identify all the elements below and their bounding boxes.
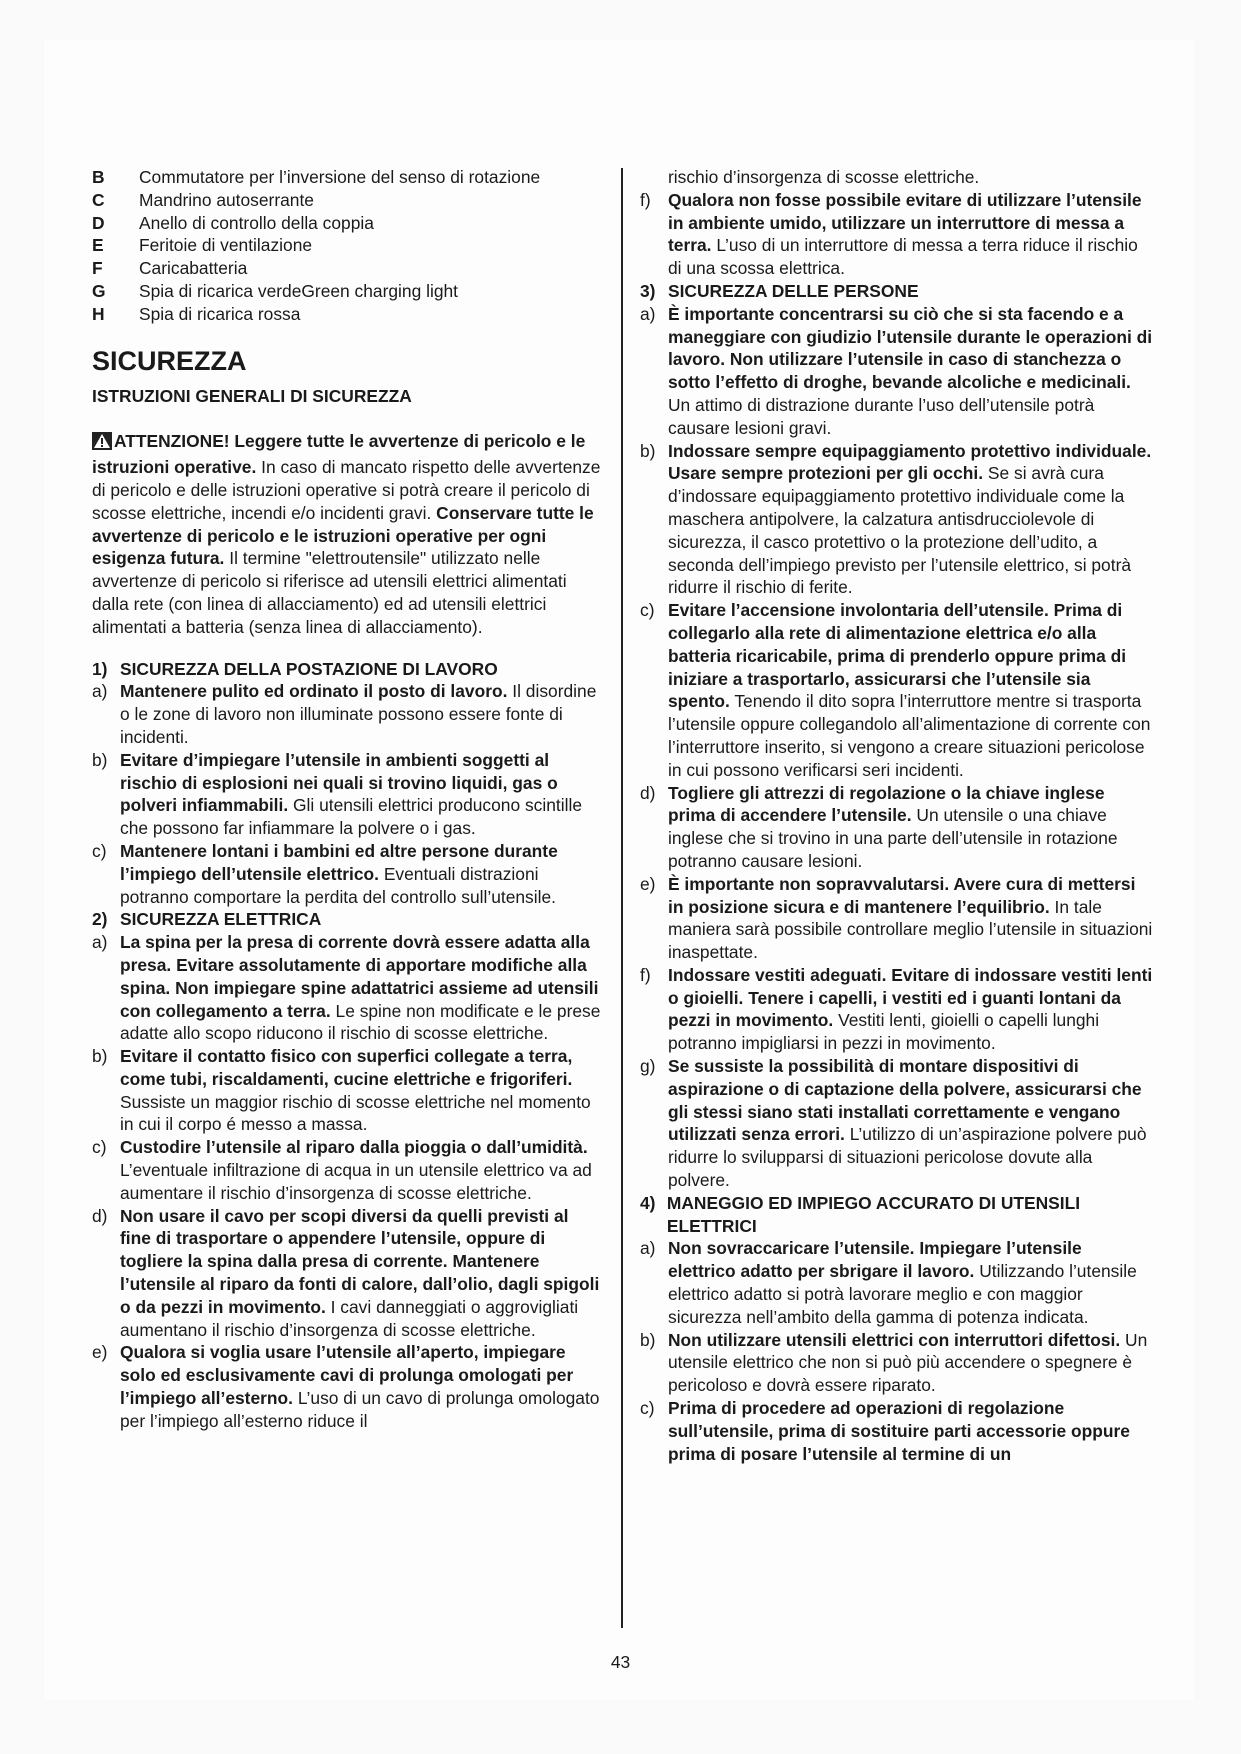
section-number: 2) bbox=[92, 909, 108, 930]
item-body: Utilizzando l’utensile elettrico adatto si potrà lavorare meglio e con maggior sicurezza nell’ambito della gamma di potenza indicata. bbox=[668, 1261, 1137, 1327]
list-item bbox=[640, 1397, 1154, 1465]
item-bold: Evitare l’accensione involontaria dell’utensile. Prima di collegarlo alla rete di alimentazione elettrica e/o alla batteria ricaricabile, prima di prenderlo oppure prima di iniziare a trasportarlo, assicurarsi che l’utensile sia spento. bbox=[668, 600, 1127, 712]
right-column bbox=[640, 166, 1154, 1465]
item-bold: Indossare sempre equipaggiamento protettivo individuale. Usare sempre protezioni per gli occhi. bbox=[668, 440, 1152, 484]
item-bold: La spina per la presa di corrente dovrà essere adatta alla presa. Evitare assolutamente di apportare modifiche alla spina. Non impiegare spine adattatrici assieme ad utensili con collegamento a terra. bbox=[120, 932, 599, 1021]
item-text bbox=[668, 1055, 1154, 1192]
section-heading-text: SICUREZZA DELLE PERSONE bbox=[668, 280, 919, 301]
section-heading bbox=[640, 280, 1154, 303]
item-label: c) bbox=[92, 1137, 107, 1158]
list-item bbox=[640, 964, 1154, 1055]
legend-row bbox=[92, 234, 602, 257]
item-bold: Mantenere lontani i bambini ed altre persone durante l’impiego dell’utensile elettrico. bbox=[120, 840, 558, 884]
item-bold: Prima di procedere ad operazioni di regolazione sull’utensile, prima di sostituire parti accessorie oppure prima di posare l’utensile al termine di un bbox=[668, 1398, 1130, 1464]
list-item-continued bbox=[640, 166, 1154, 189]
item-label: a) bbox=[92, 681, 108, 702]
list-item bbox=[640, 303, 1154, 440]
list-item bbox=[92, 1136, 602, 1204]
legend-text: Commutatore per l’inversione del senso di rotazione bbox=[139, 167, 541, 187]
section-heading-text: MANEGGIO ED IMPIEGO ACCURATO DI UTENSILI ELETTRICI bbox=[666, 1192, 1081, 1236]
item-bold: Qualora non fosse possibile evitare di utilizzare l’utensile in ambiente umido, utilizzare un interruttore di messa a terra. bbox=[668, 189, 1142, 256]
item-body: rischio d’insorgenza di scosse elettriche. bbox=[668, 167, 980, 187]
item-label: c) bbox=[640, 600, 655, 621]
item-label: b) bbox=[640, 1329, 656, 1350]
item-text bbox=[120, 1136, 602, 1204]
warning-text: Il termine "elettroutensile" utilizzato nelle avvertenze di pericolo si riferisce ad utensili elettrici alimentati dalla rete (con linea di allacciamento) ed ad utensili elettrici alimentati a batteria (senza linea di allacciamento). bbox=[92, 548, 567, 637]
item-bold: Indossare vestiti adeguati. Evitare di indossare vestiti lenti o gioielli. Tenere i capelli, i vestiti ed i guanti lontani da pezzi in movimento. bbox=[668, 964, 1153, 1031]
item-text bbox=[668, 873, 1154, 964]
item-label: c) bbox=[640, 1398, 655, 1419]
list-item bbox=[92, 1045, 602, 1136]
legend-key: C bbox=[92, 189, 105, 210]
item-text bbox=[120, 840, 602, 908]
section-heading bbox=[640, 1192, 1154, 1238]
item-text bbox=[668, 782, 1154, 873]
legend-row bbox=[92, 280, 602, 303]
item-text bbox=[668, 1237, 1154, 1328]
item-body: L’uso di un interruttore di messa a terra riduce il rischio di una scossa elettrica. bbox=[668, 235, 1138, 279]
item-label: e) bbox=[92, 1342, 108, 1363]
item-bold: Custodire l’utensile al riparo dalla pioggia o dall’umidità. bbox=[120, 1137, 588, 1158]
list-item bbox=[92, 680, 602, 748]
item-label: g) bbox=[640, 1056, 656, 1077]
list-item bbox=[92, 1205, 602, 1342]
item-body: Le spine non modificate e le prese adatte allo scopo riducono il rischio di scosse elettriche. bbox=[120, 1000, 601, 1044]
item-body: Un utensile o una chiave inglese che si trovino in una parte dell’utensile in rotazione potranno causare lesioni. bbox=[668, 805, 1118, 871]
item-text bbox=[668, 964, 1154, 1055]
list-item bbox=[640, 873, 1154, 964]
item-body: Il disordine o le zone di lavoro non illuminate possono essere fonte di incidenti. bbox=[120, 681, 597, 747]
item-text bbox=[120, 1045, 602, 1136]
item-body: Vestiti lenti, gioielli o capelli lunghi potranno impigliarsi in pezzi in movimento. bbox=[668, 1010, 1100, 1054]
section-subtitle: ISTRUZIONI GENERALI DI SICUREZZA bbox=[92, 385, 412, 406]
item-body: L’eventuale infiltrazione di acqua in un utensile elettrico va ad aumentare il rischio d’insorgenza di scosse elettriche. bbox=[120, 1160, 592, 1203]
item-label: d) bbox=[640, 782, 656, 803]
item-text bbox=[668, 440, 1154, 600]
legend-row bbox=[92, 166, 602, 189]
item-label: f) bbox=[640, 189, 651, 210]
spacer bbox=[92, 639, 602, 658]
item-body: Un attimo di distrazione durante l’uso dell’utensile potrà causare lesioni gravi. bbox=[668, 394, 1095, 438]
legend-text: Spia di ricarica rossa bbox=[139, 303, 301, 324]
item-bold: Qualora si voglia usare l’utensile all’aperto, impiegare solo ed esclusivamente cavi di prolunga omologati per l’impiego all’esterno. bbox=[120, 1342, 574, 1409]
list-item bbox=[92, 840, 602, 908]
item-label: d) bbox=[92, 1205, 108, 1226]
item-bold: Evitare d’impiegare l’utensile in ambienti soggetti al rischio di esplosioni nei quali si trovino liquidi, gas o polveri infiammabili. bbox=[120, 749, 558, 816]
item-body: Gli utensili elettrici producono scintille che possono far infiammare la polvere o i gas. bbox=[120, 795, 582, 839]
legend-key: G bbox=[92, 280, 106, 301]
section-number: 4) bbox=[640, 1192, 656, 1213]
item-body: Se si avrà cura d’indossare equipaggiamento protettivo individuale come la maschera antipolvere, la calzatura antisdrucciolevole di sicurezza, il casco protettivo o la protezione dell’udito, a seconda dell’impiego previsto per l’utensile elettrico, si potrà ridurre il rischio di ferite. bbox=[668, 463, 1132, 598]
item-label: a) bbox=[640, 303, 656, 324]
list-item bbox=[92, 749, 602, 840]
warning-bold: ATTENZIONE! Leggere tutte le avvertenze di pericolo e le istruzioni operative. bbox=[92, 431, 586, 478]
legend-key: E bbox=[92, 235, 104, 256]
section-heading bbox=[92, 908, 602, 931]
item-label: b) bbox=[640, 440, 656, 461]
list-item bbox=[640, 599, 1154, 781]
item-bold: Evitare il contatto fisico con superfici collegate a terra, come tubi, riscaldamenti, cucine elettriche e frigoriferi. bbox=[120, 1046, 573, 1089]
legend-text: Anello di controllo della coppia bbox=[139, 212, 374, 233]
item-bold: Non utilizzare utensili elettrici con interruttori difettosi. bbox=[668, 1329, 1121, 1350]
legend-key: D bbox=[92, 212, 105, 233]
warning-text: In caso di mancato rispetto delle avvertenze di pericolo e delle istruzioni operative si potrà creare il pericolo di scosse elettriche, incendi e/o incidenti gravi. bbox=[92, 457, 601, 523]
item-body: L’uso di un cavo di prolunga omologato per l’impiego all’esterno riduce il bbox=[120, 1388, 600, 1431]
item-bold: È importante concentrarsi su ciò che si sta facendo e a maneggiare con giudizio l’utensile durante le operazioni di lavoro. Non utilizzare l’utensile in caso di stanchezza o sotto l’effetto di droghe, bevande alcoliche e medicinali. bbox=[668, 303, 1153, 393]
section-heading bbox=[92, 658, 602, 681]
legend-row bbox=[92, 212, 602, 235]
legend-text: Spia di ricarica verdeGreen charging light bbox=[139, 280, 458, 301]
item-text bbox=[120, 680, 602, 748]
section-heading-text: SICUREZZA ELETTRICA bbox=[120, 909, 322, 930]
item-label: c) bbox=[92, 840, 107, 861]
item-text bbox=[120, 931, 602, 1045]
item-body: I cavi danneggiati o aggrovigliati aumentano il rischio d’insorgenza di scosse elettriche. bbox=[120, 1296, 579, 1340]
item-body: L’utilizzo di un’aspirazione polvere può ridurre lo svilupparsi di situazioni pericolose dovute alla polvere. bbox=[668, 1124, 1147, 1191]
item-text bbox=[668, 1397, 1154, 1465]
list-item bbox=[640, 782, 1154, 873]
list-item bbox=[640, 189, 1154, 280]
parts-legend bbox=[92, 166, 602, 326]
item-body: Un utensile elettrico che non si può più accendere o spegnere è pericoloso e dovrà essere riparato. bbox=[668, 1329, 1148, 1396]
list-item bbox=[640, 1055, 1154, 1192]
legend-text: Feritoie di ventilazione bbox=[139, 235, 313, 256]
item-bold: Non sovraccaricare l’utensile. Impiegare l’utensile elettrico adatto per sbrigare il lavoro. bbox=[668, 1238, 1082, 1282]
item-body: Sussiste un maggior rischio di scosse elettriche nel momento in cui il corpo é messo a massa. bbox=[120, 1091, 591, 1135]
item-bold: Togliere gli attrezzi di regolazione o la chiave inglese prima di accendere l’utensile. bbox=[668, 782, 1105, 826]
section-heading-text: SICUREZZA DELLA POSTAZIONE DI LAVORO bbox=[120, 658, 498, 679]
section-title: SICUREZZA bbox=[92, 345, 247, 376]
item-body: Eventuali distrazioni potranno comportare la perdita del controllo sull’utensile. bbox=[120, 863, 556, 907]
item-text bbox=[120, 1341, 602, 1432]
legend-text: Mandrino autoserrante bbox=[139, 189, 314, 210]
item-text bbox=[668, 189, 1154, 280]
item-bold: Mantenere pulito ed ordinato il posto di lavoro. bbox=[120, 681, 508, 702]
legend-key: B bbox=[92, 167, 105, 187]
item-text bbox=[668, 599, 1154, 781]
section-number: 3) bbox=[640, 280, 656, 301]
item-body: Tenendo il dito sopra l’interruttore mentre si trasporta l’utensile oppure collegandolo all’alimentazione di corrente con l’interruttore inserito, si vengono a creare situazioni pericolose in cui possono verificarsi seri incidenti. bbox=[668, 691, 1151, 780]
list-item bbox=[640, 1237, 1154, 1328]
legend-row bbox=[92, 257, 602, 280]
legend-text: Caricabatteria bbox=[139, 258, 248, 279]
legend-row bbox=[92, 189, 602, 212]
list-item bbox=[92, 931, 602, 1045]
item-label: e) bbox=[640, 873, 656, 894]
item-label: a) bbox=[92, 932, 108, 953]
item-body: In tale maniera sarà possibile controllare meglio l’utensile in situazioni inaspettate. bbox=[668, 896, 1153, 963]
item-text bbox=[668, 303, 1154, 440]
warning-icon bbox=[92, 432, 112, 456]
section-number: 1) bbox=[92, 658, 108, 679]
legend-row bbox=[92, 303, 602, 326]
item-label: a) bbox=[640, 1238, 656, 1259]
legend-key: F bbox=[92, 258, 103, 279]
item-label bbox=[640, 166, 668, 189]
list-item bbox=[640, 1329, 1154, 1397]
item-bold: Non usare il cavo per scopi diversi da quelli previsti al fine di trasportare o appendere l’utensile, oppure di togliere la spina dalla presa di corrente. Mantenere l’utensile al riparo da fonti di calore, dall’olio, dagli spigoli o da pezzi in movimento. bbox=[120, 1205, 600, 1317]
item-bold: È importante non sopravvalutarsi. Avere cura di mettersi in posizione sicura e di mantenere l’equilibrio. bbox=[668, 873, 1136, 917]
item-label: f) bbox=[640, 964, 651, 985]
warning-bold: Conservare tutte le avvertenze di pericolo e le istruzioni operative per ogni esigenza futura. bbox=[92, 502, 594, 569]
warning-paragraph bbox=[92, 430, 602, 638]
column-divider bbox=[621, 168, 623, 1628]
left-column bbox=[92, 166, 602, 1433]
list-item bbox=[92, 1341, 602, 1432]
list-item bbox=[640, 440, 1154, 600]
item-text bbox=[668, 1329, 1154, 1397]
item-label: b) bbox=[92, 749, 108, 770]
item-text bbox=[120, 749, 602, 840]
item-text bbox=[120, 1205, 602, 1342]
page-number: 43 bbox=[610, 1652, 631, 1672]
item-bold: Se sussiste la possibilità di montare dispositivi di aspirazione o di captazione della polvere, assicurarsi che gli stessi siano stati installati correttamente e vengano utilizzati senza errori. bbox=[668, 1056, 1142, 1145]
legend-key: H bbox=[92, 303, 105, 324]
item-label: b) bbox=[92, 1046, 108, 1067]
